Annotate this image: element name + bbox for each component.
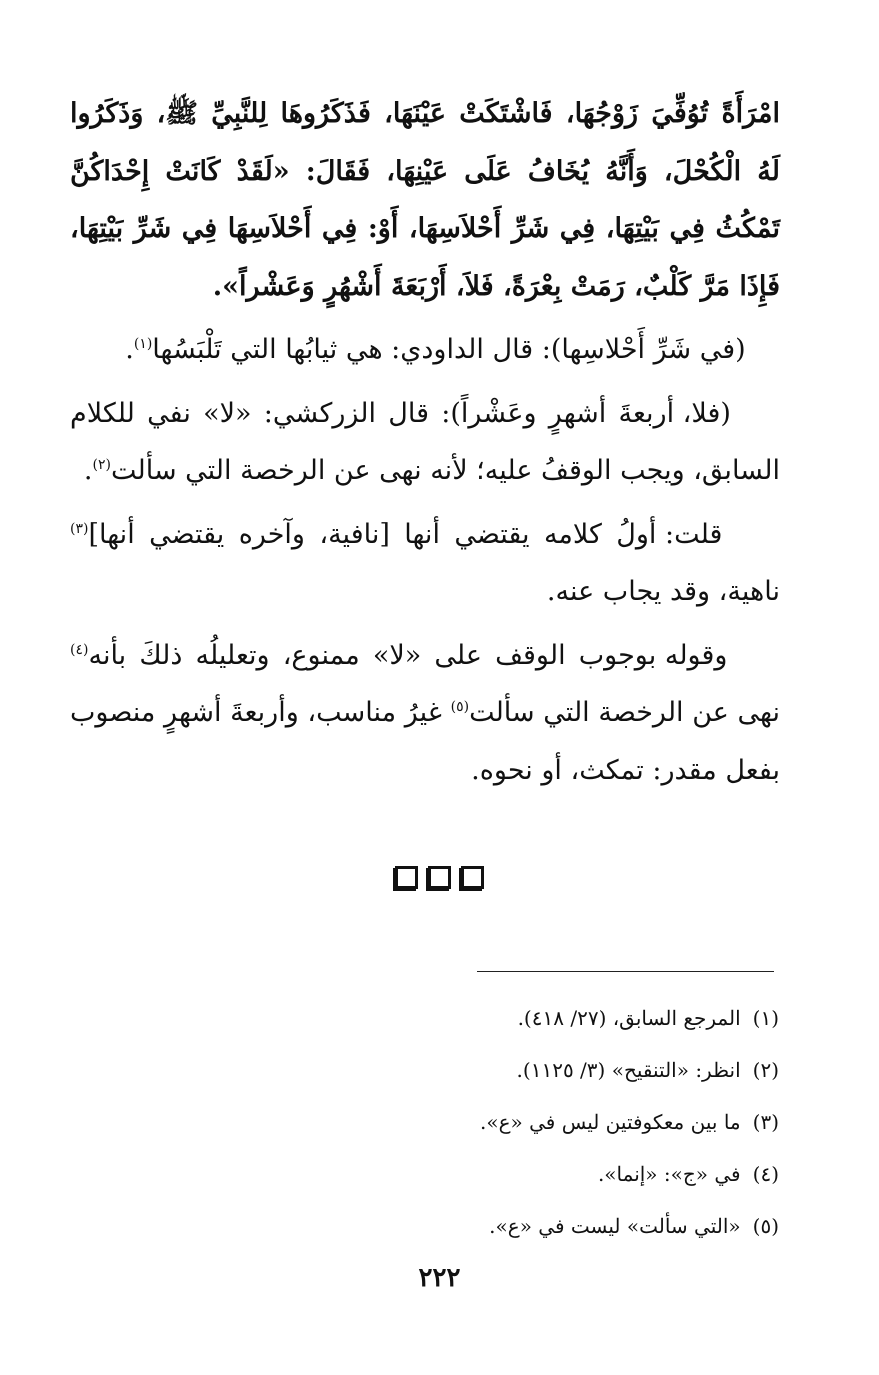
- footnotes: [359, 992, 779, 1252]
- square-ornament-icon: [461, 866, 484, 889]
- commentary-text: قلت: أولُ كلامه يقتضي أنها [نافية، وآخره يقتضي أنها]: [88, 518, 723, 550]
- square-ornament-icon: [395, 866, 418, 889]
- commentary-paragraph-2: (فلا، أربعةَ أشهرٍ وعَشْراً): قال الزركشي: «لا» نفي للكلام السابق، ويجب الوقفُ عليه؛ لأنه نهى عن الرخصة التي سألت$^{(٢)}$.: [70, 397, 780, 486]
- footnote-item: [359, 1148, 779, 1200]
- footnote-number: (٤): [752, 1162, 779, 1186]
- commentary-text: (في شَرِّ أَحْلاسِها): قال الداودي: هي ثيابُها التي تَلْبَسُها: [152, 334, 746, 365]
- hadith-paragraph: [70, 85, 780, 315]
- footnote-item: [359, 1200, 779, 1252]
- commentary-paragraph-1: (في شَرِّ أَحْلاسِها): قال الداودي: هي ثيابُها التي تَلْبَسُها$^{(١)}$.: [125, 334, 746, 365]
- commentary-paragraph-3: قلت: أولُ كلامه يقتضي أنها [نافية، وآخره يقتضي أنها]$^{(٣)}$ ناهية، وقد يجاب عنه.: [70, 518, 780, 607]
- square-ornament-icon: [428, 866, 451, 889]
- footnote-item: [359, 992, 779, 1044]
- hadith-text: امْرَأَةً تُوُفِّيَ زَوْجُهَا، فَاشْتَكَتْ عَيْنَهَا، فَذَكَرُوهَا لِلنَّبِيِّ ﷺ، وَذَكَرُوا لَهُ الْكُحْلَ، وَأَنَّهُ يُخَافُ عَلَى عَيْنِهَا، فَقَالَ: «لَقَدْ كَانَتْ إِحْدَاكُنَّ تَمْكُثُ فِي بَيْتِهَا، فِي شَرِّ أَحْلاَسِهَا، أَوْ: فِي أَحْلاَسِهَا فِي شَرِّ بَيْتِهَا، فَإِذَا مَرَّ كَلْبٌ، رَمَتْ بِعْرَةً، فَلاَ، أَرْبَعَةَ أَشْهُرٍ وَعَشْراً».: [70, 98, 780, 302]
- footnote-text: في «ج»: «إنما».: [597, 1162, 741, 1186]
- footnote-text: المرجع السابق، (٢٧/ ٤١٨).: [517, 1006, 741, 1030]
- footnote-number: (٢): [752, 1058, 779, 1082]
- footnote-ref-2[interactable]: (٢): [92, 457, 111, 473]
- footnote-item: [359, 1044, 779, 1096]
- footnote-ref-5[interactable]: (٥): [450, 699, 470, 715]
- footnote-text: انظر: «التنقيح» (٣/ ١١٢٥).: [516, 1058, 741, 1082]
- footnote-number: (٥): [752, 1214, 779, 1238]
- commentary-paragraph-4: وقوله بوجوب الوقف على «لا» ممنوع، وتعليلُه ذلكَ بأنه$^{(٤)}$ نهى عن الرخصة التي سألت$^{(٥)}$ غيرُ مناسب، وأربعةَ أشهرٍ منصوب بفعل مقدر: تمكث، أو نحوه.: [70, 639, 780, 786]
- footnote-separator: [477, 971, 774, 972]
- main-text: [70, 85, 780, 799]
- footnote-item: [359, 1096, 779, 1148]
- footnote-ref-4[interactable]: (٤): [70, 641, 89, 658]
- footnote-ref-3[interactable]: (٣): [70, 520, 89, 537]
- footnote-number: (٣): [752, 1110, 779, 1134]
- commentary-text: وقوله بوجوب الوقف على «لا» ممنوع، وتعليلُه ذلكَ بأنه: [88, 639, 728, 671]
- commentary-text: (فلا، أربعةَ أشهرٍ وعَشْراً): قال الزركشي: «لا» نفي للكلام السابق، ويجب الوقفُ عليه؛ لأنه نهى عن الرخصة التي سألت: [70, 397, 780, 486]
- footnote-text: ما بين معكوفتين ليس في «ع».: [479, 1110, 741, 1134]
- footnote-text: «التي سألت» ليست في «ع».: [489, 1214, 741, 1238]
- footnote-ref-1[interactable]: (١): [133, 336, 153, 352]
- footnote-number: (١): [752, 1006, 779, 1030]
- section-divider: [0, 866, 879, 893]
- page-number: ٢٢٢: [418, 1263, 461, 1293]
